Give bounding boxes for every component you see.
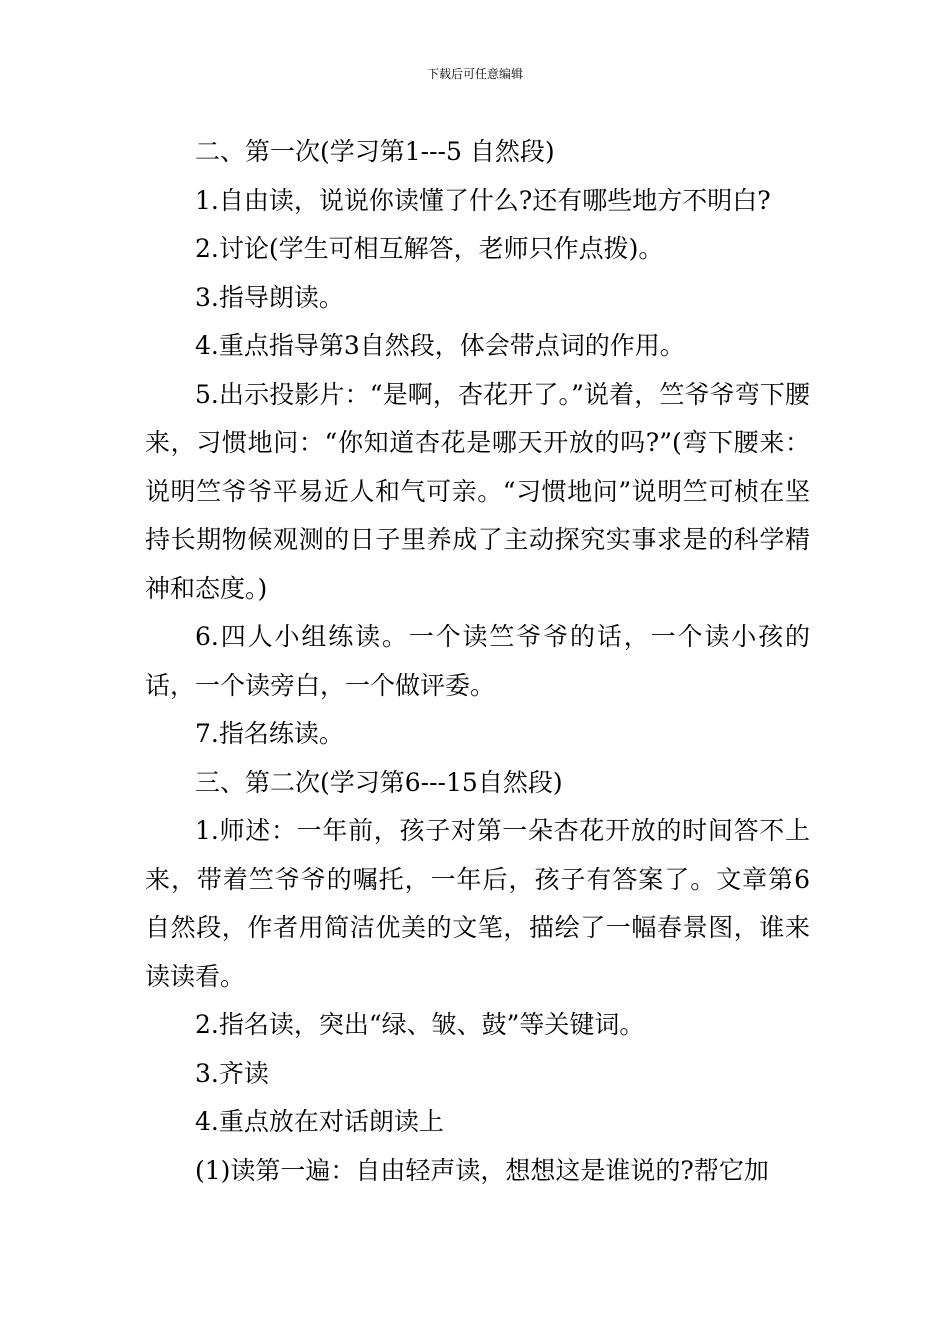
paragraph-item-4: 4.重点指导第3自然段，体会带点词的作用。 xyxy=(195,331,685,360)
paragraph-item-5: 5.出示投影片：“是啊，杏花开了。”说着，竺爷爷弯下腰来，习惯地问：“你知道杏花是哪天开放的吗?”(弯下腰来：说明竺爷爷平易近人和气可亲。“习惯地问”说明竺可桢在坚持长期物候观测的日子里养成了主动探究实事求是的科学精神和态度。) xyxy=(145,379,810,603)
heading-section-2: 二、第一次(学习第1---5 自然段) xyxy=(195,137,555,166)
paragraph-item-3: 3.指导朗读。 xyxy=(195,282,344,312)
document-body xyxy=(145,128,810,1195)
paragraph-item-3b: 3.齐读 xyxy=(195,1058,269,1088)
paragraph-item-6: 6.四人小组练读。一个读竺爷爷的话，一个读小孩的话，一个读旁白，一个做评委。 xyxy=(145,622,810,700)
paragraph-item-1b: 1.师述：一年前，孩子对第一朵杏花开放的时间答不上来，带着竺爷爷的嘱托，一年后，孩子有答案了。文章第6自然段，作者用简洁优美的文笔，描绘了一幅春景图，谁来读读看。 xyxy=(145,816,810,991)
paragraph-subitem-1: (1)读第一遍：自由轻声读，想想这是谁说的?帮它加 xyxy=(195,1155,769,1185)
paragraph-item-2: 2.讨论(学生可相互解答，老师只作点拨)。 xyxy=(195,234,664,263)
paragraph-item-7: 7.指名练读。 xyxy=(195,719,344,748)
heading-section-3: 三、第二次(学习第6---15自然段) xyxy=(195,767,563,797)
paragraph-item-4b: 4.重点放在对话朗读上 xyxy=(195,1107,444,1136)
paragraph-item-2b: 2.指名读，突出“绿、皱、鼓”等关键词。 xyxy=(195,1010,645,1039)
paragraph-item-1: 1.自由读，说说你读懂了什么?还有哪些地方不明白? xyxy=(195,185,771,215)
page-header: 下载后可任意编辑 xyxy=(426,67,523,81)
